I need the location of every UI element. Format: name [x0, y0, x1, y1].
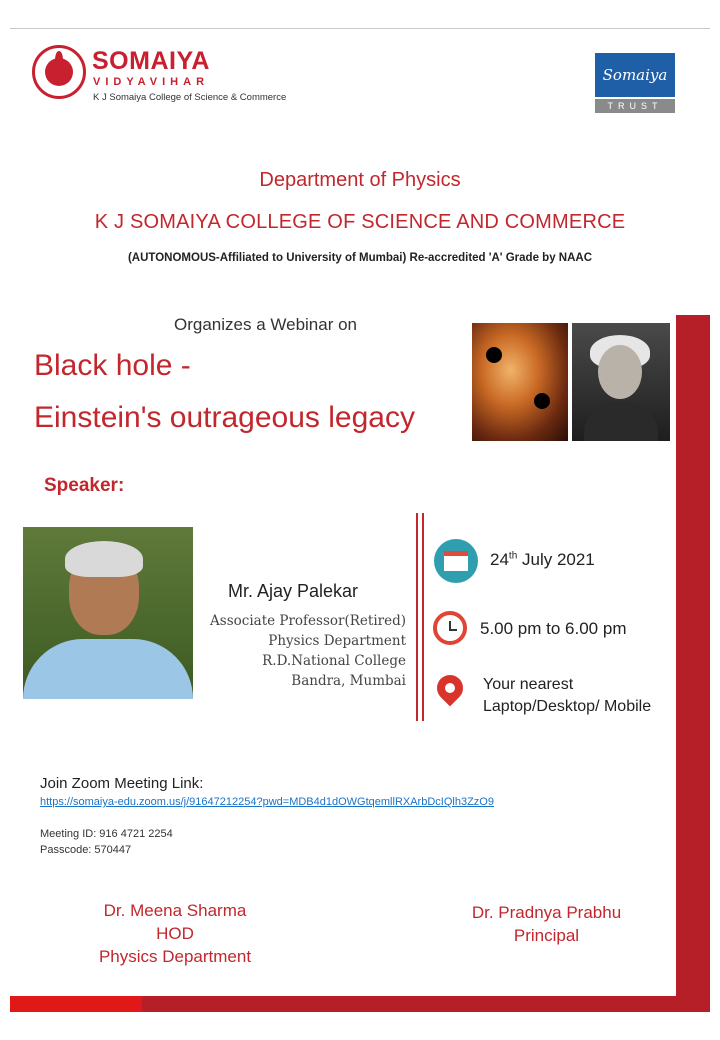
department-heading: Department of Physics [259, 169, 461, 191]
black-hole-image [472, 323, 568, 441]
hod-department: Physics Department [98, 947, 252, 966]
date-month-year: July 2021 [517, 550, 595, 569]
event-place: Your nearest Laptop/Desktop/ Mobile [483, 676, 652, 715]
bottom-accent-bar [10, 996, 710, 1012]
speaker-name: Mr. Ajay Palekar [228, 581, 359, 601]
speaker-department: Physics Department [268, 633, 406, 649]
somaiya-trust-logo [595, 53, 675, 115]
side-accent-band [676, 315, 710, 996]
webinar-title-line1: Black hole - [34, 349, 191, 382]
meeting-passcode: Passcode: 570447 [40, 844, 132, 856]
webinar-poster [10, 28, 710, 1014]
date-day: 24 [490, 550, 509, 569]
brand-name: SOMAIYA [92, 47, 210, 75]
accreditation-text: (AUTONOMOUS-Affiliated to University of Mumbai) Re-accredited 'A' Grade by NAAC [127, 252, 593, 264]
speaker-designation: Associate Professor(Retired) [210, 613, 406, 629]
event-time: 5.00 pm to 6.00 pm [480, 619, 627, 638]
hod-signatory [80, 899, 270, 968]
principal-title: Principal [513, 926, 580, 945]
trust-logo-text: Somaiya [595, 53, 675, 97]
zoom-meeting-link[interactable]: https://somaiya-edu.zoom.us/j/91647212254?pwd=MDB4d1dOWGtqemllRXArbDcIQlh3ZzO9 [40, 796, 494, 808]
speaker-label: Speaker: [44, 475, 125, 496]
principal-signatory [454, 901, 639, 947]
speaker-details [160, 611, 406, 691]
speaker-location: Bandra, Mumbai [291, 673, 406, 689]
zoom-heading: Join Zoom Meeting Link: [40, 775, 204, 792]
hod-name: Dr. Meena Sharma [103, 901, 247, 920]
date-suffix: th [508, 550, 518, 562]
divider-line [422, 513, 424, 721]
college-heading: K J SOMAIYA COLLEGE OF SCIENCE AND COMMERCE [94, 211, 626, 233]
organizes-text: Organizes a Webinar on [174, 315, 358, 334]
webinar-title-line2: Einstein's outrageous legacy [34, 401, 415, 434]
event-date [490, 550, 595, 570]
brand-subtitle: VIDYAVIHAR [93, 76, 210, 88]
hod-title: HOD [156, 924, 194, 943]
trust-word: TRUST [595, 99, 675, 113]
clock-icon [433, 611, 467, 645]
brand-college: K J Somaiya College of Science & Commerce [93, 92, 287, 103]
principal-name: Dr. Pradnya Prabhu [471, 903, 622, 922]
meeting-id: Meeting ID: 916 4721 2254 [40, 828, 173, 840]
speaker-college: R.D.National College [262, 653, 406, 669]
divider-line [416, 513, 418, 721]
somaiya-logo-icon [32, 45, 86, 99]
location-pin-icon [432, 670, 469, 707]
einstein-photo [572, 323, 670, 441]
calendar-icon [434, 539, 478, 583]
